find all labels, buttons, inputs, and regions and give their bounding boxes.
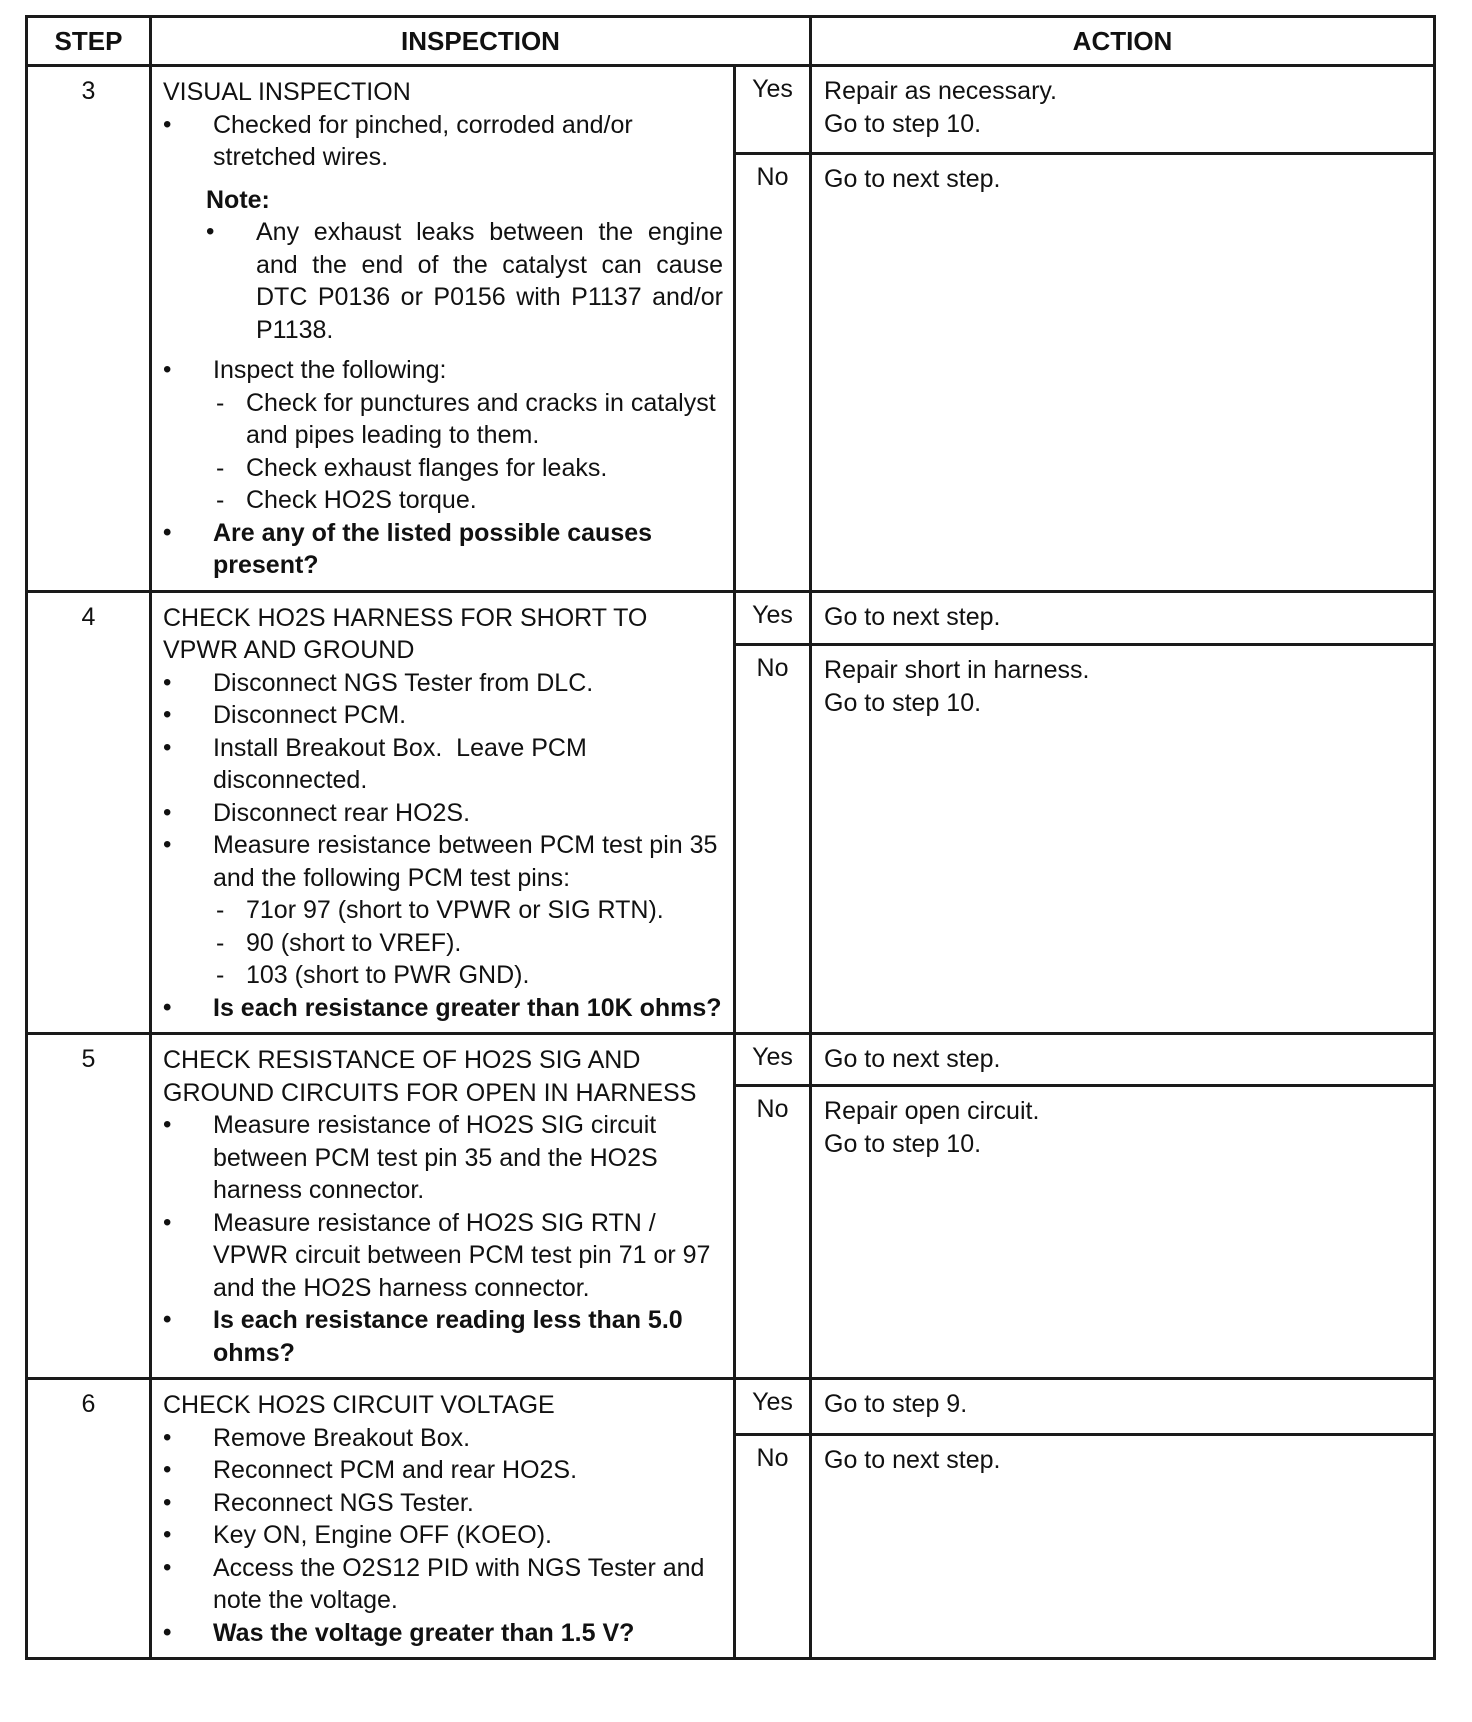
dash-item: - Check exhaust flanges for leaks. — [163, 452, 723, 485]
step-number: 4 — [27, 591, 151, 1034]
yes-action — [811, 1379, 1435, 1435]
action-line: Go to next step. — [824, 1045, 1001, 1073]
action-line: Repair open circuit. — [824, 1097, 1040, 1126]
inspection-cell — [151, 591, 735, 1034]
bullet-item: • Measure resistance of HO2S SIG circuit between PCM test pin 35 and the HO2S harness connector. — [163, 1109, 723, 1207]
bullet-item: • Install Breakout Box. Leave PCM disconnected. — [163, 732, 723, 797]
step-title: CHECK RESISTANCE OF HO2S SIG AND GROUND CIRCUITS FOR OPEN IN HARNESS — [163, 1046, 697, 1107]
action-line: Go to step 10. — [824, 688, 982, 717]
step-number: 6 — [27, 1379, 151, 1659]
question-item: • Was the voltage greater than 1.5 V? — [163, 1617, 723, 1650]
table-row — [27, 591, 1435, 645]
bullet-item: • Checked for pinched, corroded and/or stretched wires. — [163, 109, 723, 174]
inspection-cell — [151, 66, 735, 592]
no-label: No — [735, 1435, 811, 1659]
bullet-item: • Reconnect NGS Tester. — [163, 1487, 723, 1520]
action-line: Go to step 10. — [824, 1129, 982, 1158]
dash-item: - 71or 97 (short to VPWR or SIG RTN). — [163, 894, 723, 927]
action-line: Repair short in harness. — [824, 656, 1090, 685]
note-block — [163, 184, 723, 347]
no-action — [811, 1086, 1435, 1379]
dash-item: - Check HO2S torque. — [163, 484, 723, 517]
step-title: CHECK HO2S HARNESS FOR SHORT TO VPWR AND GROUND — [163, 603, 648, 664]
bullet-item: • Key ON, Engine OFF (KOEO). — [163, 1519, 723, 1552]
dash-item: - Check for punctures and cracks in catalyst and pipes leading to them. — [163, 387, 723, 452]
diagnostic-table — [25, 15, 1436, 1660]
note-label: Note: — [206, 185, 270, 214]
no-label: No — [735, 1086, 811, 1379]
bullet-item: • Reconnect PCM and rear HO2S. — [163, 1454, 723, 1487]
bullet-item: • Disconnect rear HO2S. — [163, 797, 723, 830]
yes-action — [811, 66, 1435, 154]
bullet-item: • Access the O2S12 PID with NGS Tester and note the voltage. — [163, 1552, 723, 1617]
bullet-item: • Inspect the following: — [163, 354, 723, 387]
yes-label: Yes — [735, 1379, 811, 1435]
yes-action — [811, 591, 1435, 645]
note-item: • Any exhaust leaks between the engine and the end of the catalyst can cause DTC P0136 or P0156 with P1137 and/or P1138. — [206, 216, 723, 346]
bullet-item: • Measure resistance between PCM test pin 35 and the following PCM test pins: — [163, 829, 723, 894]
step-number: 3 — [27, 66, 151, 592]
action-line: Go to next step. — [824, 1446, 1001, 1475]
bullet-item: • Disconnect NGS Tester from DLC. — [163, 667, 723, 700]
action-line: Go to step 10. — [824, 109, 982, 138]
yes-label: Yes — [735, 591, 811, 645]
table-row — [27, 66, 1435, 154]
inspection-cell — [151, 1034, 735, 1379]
dash-item: - 90 (short to VREF). — [163, 927, 723, 960]
header-step: STEP — [27, 17, 151, 66]
dash-item: - 103 (short to PWR GND). — [163, 959, 723, 992]
diagnostic-table-sheet — [25, 15, 1433, 1660]
question-item: • Is each resistance greater than 10K ohms? — [163, 992, 723, 1025]
action-line: Go to next step. — [824, 165, 1001, 194]
no-label: No — [735, 154, 811, 591]
header-inspection: INSPECTION — [151, 17, 811, 66]
bullet-item: • Measure resistance of HO2S SIG RTN / VPWR circuit between PCM test pin 71 or 97 and the HO2S harness connector. — [163, 1207, 723, 1305]
step-number: 5 — [27, 1034, 151, 1379]
inspection-cell — [151, 1379, 735, 1659]
no-action — [811, 645, 1435, 1034]
step-title: VISUAL INSPECTION — [163, 78, 411, 106]
table-row — [27, 1379, 1435, 1435]
yes-action — [811, 1034, 1435, 1086]
question-item: • Are any of the listed possible causes present? — [163, 517, 723, 582]
action-line: Repair as necessary. — [824, 77, 1057, 105]
no-label: No — [735, 645, 811, 1034]
step-title: CHECK HO2S CIRCUIT VOLTAGE — [163, 1391, 555, 1419]
no-action — [811, 154, 1435, 591]
no-action — [811, 1435, 1435, 1659]
yes-label: Yes — [735, 66, 811, 154]
bullet-item: • Disconnect PCM. — [163, 699, 723, 732]
yes-label: Yes — [735, 1034, 811, 1086]
action-line: Go to step 9. — [824, 1390, 968, 1418]
bullet-item: • Remove Breakout Box. — [163, 1422, 723, 1455]
table-row — [27, 1034, 1435, 1086]
action-line: Go to next step. — [824, 602, 1001, 631]
header-action: ACTION — [811, 17, 1435, 66]
header-row — [27, 17, 1435, 66]
question-item: • Is each resistance reading less than 5.0 ohms? — [163, 1304, 723, 1369]
